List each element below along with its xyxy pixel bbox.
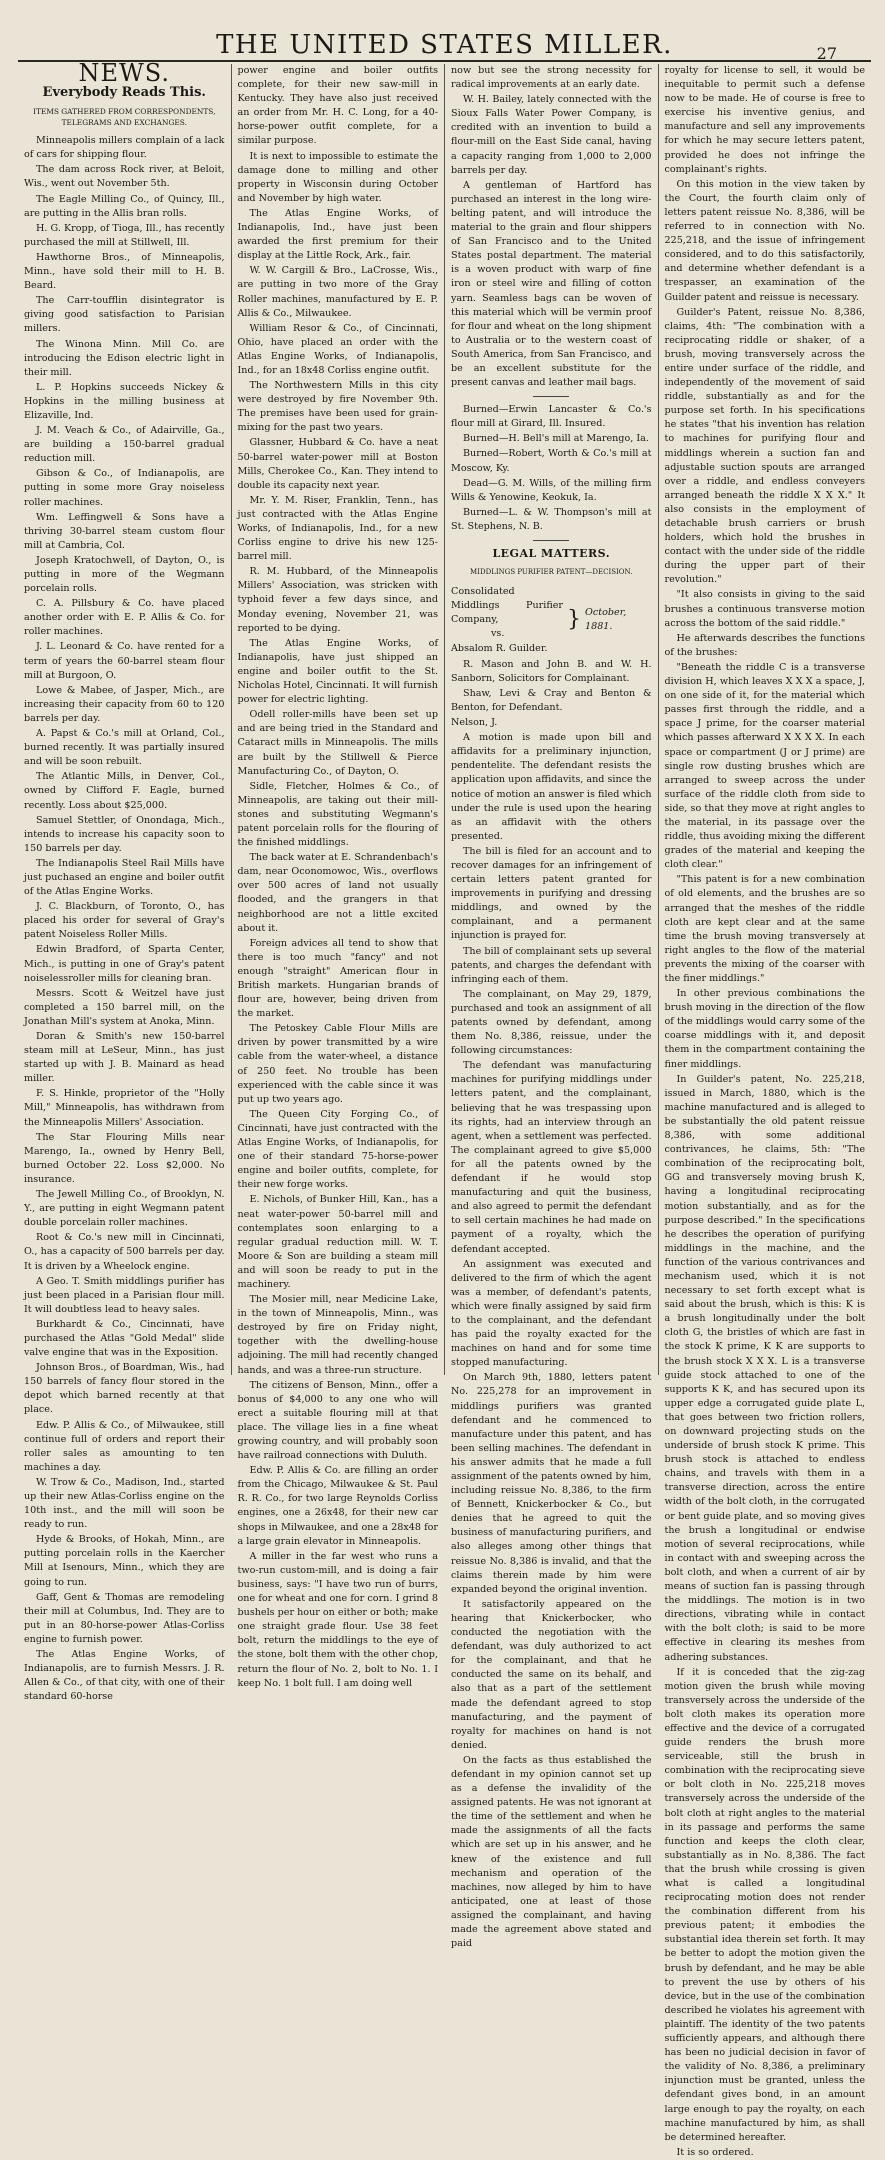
news-item: Wm. Leffingwell & Sons have a thriving 30-barrel steam custom flour mill at Cambria, Col. bbox=[24, 511, 225, 551]
separator-rule bbox=[533, 396, 569, 397]
news-item: The Jewell Milling Co., of Brooklyn, N. Y., are putting in eight Wegmann patent double porcelain roller machines. bbox=[24, 1189, 225, 1229]
case-defendant: Absalom R. Guilder. bbox=[451, 642, 548, 654]
legal-text: On March 9th, 1880, letters patent No. 225,278 for an improvement in middlings purifiers was granted defendant and he commenced to manufacture under this patent, and has been selling machines. The defendant in his answer admits that he made a full assignment of the patents owned by him, including reissue No. 8,386, to the firm of Bennett, Knickerbocker & Co., but denies that he agreed to quit the business of manufacturing purifiers, and also alleges among other things that reissue No. 8,386 is invalid, and that the claims therein made by him were expanded beyond the original invention. bbox=[451, 1372, 652, 1595]
masthead bbox=[18, 0, 871, 62]
news-item: W. Trow & Co., Madison, Ind., started up their new Atlas-Corliss engine on the 10th inst., and the mill will soon be ready to run. bbox=[24, 1476, 225, 1531]
news-item: The Carr-toufflin disintegrator is giving good satisfaction to Parisian millers. bbox=[24, 295, 225, 335]
news-item: The citizens of Benson, Minn., offer a bonus of $4,000 to any one who will erect a suitable flouring mill at that place. The village lies in a fine wheat growing country, and will probably soon have railroad connections with Duluth. bbox=[237, 1379, 438, 1462]
news-item: The Mosier mill, near Medicine Lake, in the town of Minneapolis, Minn., was destroyed by fire on Friday night, together with the dwelling-house adjoining. The mill had recently changed hands, and was a three-run structure. bbox=[237, 1294, 438, 1376]
legal-text: It is so ordered. bbox=[676, 2146, 754, 2158]
news-item: Gibson & Co., of Indianapolis, are putting in some more Gray noiseless roller machines. bbox=[24, 468, 225, 508]
legal-text: "Beneath the riddle C is a transverse division H, which leaves X X X a space, J, on one side of it, for the material which passes first through the riddle, and a space J prime, for the coarser material which passes afterward X X X X. In each space or compartment (J or J prime) are single row dusting brushes which are arranged to sweep across the under surface of the riddle cloth from side to side, so that they move at right angles to the material, in its passage over the riddle, thus avoiding mixing the different grades of the material and keeping the cloth clear." bbox=[664, 661, 865, 871]
legal-text: In other previous combinations the brush moving in the direction of the flow of the middlings would carry some of the coarse middlings with it, and deposit them in the compartment containing the finer middlings. bbox=[664, 988, 865, 1070]
news-item: Lowe & Mabee, of Jasper, Mich., are increasing their capacity from 60 to 120 barrels per day. bbox=[24, 684, 225, 724]
news-item: The Petoskey Cable Flour Mills are driven by power transmitted by a wire cable from the water-wheel, a distance of 250 feet. No trouble has been experienced with the cable since it was put up two years ago. bbox=[237, 1023, 438, 1105]
news-item: The Atlantic Mills, in Denver, Col., owned by Clifford F. Eagle, burned recently. Loss about $25,000. bbox=[24, 771, 225, 811]
legal-text: R. Mason and John B. and W. H. Sanborn, Solicitors for Complainant. bbox=[451, 658, 652, 684]
news-item: A. Papst & Co.'s mill at Orland, Col., burned recently. It was partially insured and will be soon rebuilt. bbox=[24, 728, 225, 768]
news-item: Burned—L. & W. Thompson's mill at St. Stephens, N. B. bbox=[451, 506, 652, 532]
columns bbox=[18, 59, 871, 2158]
news-item: Glassner, Hubbard & Co. have a neat 50-barrel water-power mill at Boston Mills, Cherokee Co., Kan. They intend to double its capacity next year. bbox=[237, 437, 438, 491]
legal-text: A motion is made upon bill and affidavits for a preliminary injunction, pendentelite. The defendant resists the application upon affidavits, and since the notice of motion an answer is filed which under the rule is used upon the hearing as an affidavit with the others presented. bbox=[451, 732, 652, 842]
case-date: October, 1881. bbox=[585, 607, 627, 633]
case-parties bbox=[451, 585, 563, 655]
legal-text: The defendant was manufacturing machines for purifying middlings under letters patent, and the complainant, believing that he was trespassing upon its rights, had an interview through an agent, when a settlement was perfected. The complainant agreed to give $5,000 for all the patents owned by the defendant if he would stop manufacturing and quit the business, and also agreed to permit the defendant to sell certain machines he had made on payment of a royalty, which the defendant accepted. bbox=[451, 1060, 652, 1255]
news-item: E. Nichols, of Bunker Hill, Kan., has a neat water-power 50-barrel mill and contemplates soon enlarging to a regular gradual reduction mill. W. T. Moore & Son are building a steam mill and will soon be ready to put in the machinery. bbox=[237, 1194, 438, 1290]
legal-text: "It also consists in giving to the said brushes a continuous transverse motion across the bottom of the said riddle." bbox=[664, 589, 865, 629]
news-item: The Northwestern Mills in this city were destroyed by fire November 9th. The premises have been used for grain-mixing for the past two years. bbox=[237, 380, 438, 434]
separator-rule bbox=[533, 540, 569, 541]
brace-glyph: } bbox=[567, 607, 581, 633]
legal-text: An assignment was executed and delivered to the firm of which the agent was a member, of defendant's patents, which were finally assigned by said firm to the complainant, and the defendant has paid the royalty exacted for the machines on hand and for some time stopped manufacturing. bbox=[451, 1258, 652, 1369]
news-item: The Eagle Milling Co., of Quincy, Ill., are putting in the Allis bran rolls. bbox=[24, 193, 225, 219]
news-subheading: Everybody Reads This. bbox=[42, 85, 206, 101]
news-item: C. A. Pillsbury & Co. have placed another order with E. P. Allis & Co. for roller machines. bbox=[24, 598, 225, 638]
news-item: The Winona Minn. Mill Co. are introducing the Edison electric light in their mill. bbox=[24, 338, 225, 378]
news-item: Doran & Smith's new 150-barrel steam mill at LeSeur, Minn., has just started up with J. B. Mainard as head miller. bbox=[24, 1031, 225, 1085]
news-item: Hyde & Brooks, of Hokah, Minn., are putting porcelain rolls in the Kaercher Mill at Isenours, Minn., which they are going to run. bbox=[24, 1534, 225, 1588]
legal-text: royalty for license to sell, it would be inequitable to permit such a defense now to be made. He of course is free to exercise his inventive genius, and manufacture and sell any improvements for which he may secure letters patent, provided he does not infringe the complainant's rights. bbox=[664, 65, 865, 175]
news-item: Root & Co.'s new mill in Cincinnati, O., has a capacity of 500 barrels per day. It is driven by a Wheelock engine. bbox=[24, 1232, 225, 1272]
news-item: A miller in the far west who runs a two-run custom-mill, and is doing a fair business, says: "I have two run of burrs, one for wheat and one for corn. I grind 8 bushels per hour on either or both; make one straight grade flour. Use 38 feet bolt, return the middlings to the eye of the stone, bolt them with the other chop, return the flour of No. 2, bolt to No. 1. I keep No. 1 bolt full. I am doing well bbox=[237, 1550, 438, 1689]
column-1 bbox=[18, 59, 231, 1703]
news-item: J. C. Blackburn, of Toronto, O., has placed his order for several of Gray's patent Noiseless Roller Mills. bbox=[24, 901, 225, 941]
legal-text: "This patent is for a new combination of old elements, and the brushes are so arranged that the meshes of the riddle cloth are kept clear and at the same time the brush moving transversely at right angles to the flow of the material prevents the mixing of the coarser with the finer middlings." bbox=[664, 874, 865, 984]
news-item: now but see the strong necessity for radical improvements at an early date. bbox=[451, 65, 652, 91]
news-item: Foreign advices all tend to show that there is too much "fancy" and not enough "straight" American flour in British markets. Hungarian brands of flour are, however, being driven from the market. bbox=[237, 937, 438, 1020]
legal-text: The bill of complainant sets up several patents, and charges the defendant with infringing each of them. bbox=[451, 945, 652, 985]
news-item: The Indianapolis Steel Rail Mills have just puchased an engine and boiler outfit of the Atlas Engine Works. bbox=[24, 857, 225, 898]
legal-text: It satisfactorily appeared on the hearing that Knickerbocker, who conducted the negotiation with the defendant, was duly authorized to act for the complainant, and that he conducted the same on its behalf, and also that as a part of the settlement made the defendant agreed to stop manufacturing, and the payment of royalty for machines on hand is not denied. bbox=[451, 1598, 652, 1751]
legal-text: The complainant, on May 29, 1879, purchased and took an assignment of all patents owned by defendant, among them No. 8,386, reissue, under the following circumstances: bbox=[451, 988, 652, 1057]
news-item: Edw. P. Allis & Co. are filling an order from the Chicago, Milwaukee & St. Paul R. R. Co., for two large Reynolds Corliss engines, one a 26x48, for their new car shops in Milwaukee, and one a 28x48 for a large grain elevator in Minneapolis. bbox=[237, 1465, 438, 1547]
news-item: Mr. Y. M. Riser, Franklin, Tenn., has just contracted with the Atlas Engine Works, of Indianapolis, Ind., for a new Corliss engine to drive his new 125-barrel mill. bbox=[237, 494, 438, 563]
news-item: J. L. Leonard & Co. have rented for a term of years the 60-barrel steam flour mill at Burgoon, O. bbox=[24, 641, 225, 681]
news-item: Gaff, Gent & Thomas are remodeling their mill at Columbus, Ind. They are to put in an 80-horse-power Atlas-Corliss engine to furnish power. bbox=[24, 1591, 225, 1645]
news-item: The Atlas Engine Works, of Indianapolis, have just shipped an engine and boiler outfit to the St. Nicholas Hotel, Cincinnati. It will furnish power for electric lighting. bbox=[237, 637, 438, 706]
news-item: Edw. P. Allis & Co., of Milwaukee, still continue full of orders and report their roller sales as amounting to ten machines a day. bbox=[24, 1419, 225, 1473]
news-item: The dam across Rock river, at Beloit, Wis., went out November 5th. bbox=[24, 164, 225, 190]
legal-text: Shaw, Levi & Cray and Benton & Benton, for Defendant. bbox=[451, 687, 652, 713]
news-item: Dead—G. M. Wills, of the milling firm Wills & Yenowine, Keokuk, Ia. bbox=[451, 477, 652, 503]
legal-text: In Guilder's patent, No. 225,218, issued in March, 1880, which is the machine manufactured and is alleged to be substantially the old patent reissue 8,386, with some additional contrivances, he claims, 5th: "The combination of the reciprocating bolt, GG and transversely moving brush K, having a longitudinal reciprocating motion substantially, and as for the purpose described." In the specifications he describes the operation of purifying middlings in the machine, and the function of the various contrivances and mechanism used, which it is not necessary to set forth except what is said about the brush, which is this: K is a brush longitudinally under the bolt cloth G, the bristles of which are fast in the stock K prime, K K are supports to the brush stock X X X. L is a transverse guide stock attached to one of the supports K K, and has secured upon its upper edge a corrugated guide plate L, that goes between two friction rollers, on downward projecting studs on the underside of brush stock K prime. This brush stock is attached to endless chains, and travels with them in a transverse direction, across the entire width of the bolt cloth, in the corrugated or bent guide plate, and so moving gives the brush a longitudinal or endwise motion of several reciprocations, while in contact with and sweeping across the bolt cloth, and when a current of air by means of suction fan is passing through the middlings. The motion is in two directions, vibrating while in contact with the bolt cloth; is said to be more effective in clearing its meshes from adhering substances. bbox=[664, 1073, 865, 1663]
news-item: A gentleman of Hartford has purchased an interest in the long wire-belting patent, and will introduce the material to the grain and flour shippers of San Francisco and to the United States postal department. The material is a woven product with warp of fine iron or steel wire and filling of cotton yarn. Seamless bags can be woven of this material which will be vermin proof for flour and wheat on the long shipment to Australia or to the western coast of South America, from San Francisco, and be an excellent substitute for the present canvas and leather mail bags. bbox=[451, 179, 652, 389]
legal-text: If it is conceded that the zig-zag motion given the brush while moving transversely across the underside of the bolt cloth makes its operation more effective and the device of a corrugated guide renders the brush more serviceable, still the brush in combination with the reciprocating sieve or bolt cloth in No. 225,218 moves transversely across the underside of the bolt cloth at right angles to the material in its passage and performs the same function and keeps the cloth clear, substantially as in No. 8,386. The fact that the brush while crossing is given what is called a longitudinal reciprocating motion does not render the combination different from his previous patent; it embodies the substantial idea therein set forth. It may be better to adopt the motion given the brush by defendant, and he may be able to prevent the use by others of his device, but in the use of the combination described he violates his agreement with plaintiff. The identity of the two patents sufficiently appears, and although there has been no judicial decision in favor of the validity of No. 8,386, a preliminary injunction must be granted, unless the defendant gives bond, in an amount large enough to pay the royalty, on each machine manufactured by him, as shall be determined hereafter. bbox=[664, 1666, 865, 2143]
news-item: power engine and boiler outfits complete, for their new saw-mill in Kentucky. They have also just received an order from Mr. H. C. Long, for a 40-horse-power outfit complete, for a similar purpose. bbox=[237, 65, 438, 147]
news-item: Burned—H. Bell's mill at Marengo, Ia. bbox=[463, 433, 649, 445]
news-item: F. S. Hinkle, proprietor of the "Holly Mill," Minneapolis, has withdrawn from the Minneapolis Millers' Association. bbox=[24, 1088, 225, 1128]
case-caption bbox=[451, 585, 652, 655]
news-item: R. M. Hubbard, of the Minneapolis Millers' Association, was stricken with typhoid fever a few days since, and Monday evening, November 21, was reported to be dying. bbox=[237, 566, 438, 634]
legal-text: He afterwards describes the functions of the brushes: bbox=[664, 632, 865, 658]
legal-matters-subheading: MIDDLINGS PURIFIER PATENT—DECISION. bbox=[470, 568, 633, 577]
news-item: Burkhardt & Co., Cincinnati, have purchased the Atlas "Gold Medal" slide valve engine that was in the Exposition. bbox=[24, 1318, 225, 1359]
news-heading: NEWS. bbox=[78, 59, 170, 87]
news-item: H. G. Kropp, of Tioga, Ill., has recently purchased the mill at Stillwell, Ill. bbox=[24, 222, 225, 248]
items-gathered-line: ITEMS GATHERED FROM CORRESPONDENTS, TELEGRAMS AND EXCHANGES. bbox=[33, 107, 216, 128]
legal-text: Nelson, J. bbox=[451, 717, 498, 729]
news-item: Joseph Kratochwell, of Dayton, O., is putting in more of the Wegmann porcelain rolls. bbox=[24, 554, 225, 595]
case-versus: vs. bbox=[491, 628, 505, 640]
news-item: L. P. Hopkins succeeds Nickey & Hopkins in the milling business at Elizaville, Ind. bbox=[24, 381, 225, 421]
news-item: The Atlas Engine Works, of Indianapolis, are to furnish Messrs. J. R. Allen & Co., of that city, with one of their standard 60-horse bbox=[24, 1649, 225, 1703]
news-item: The Queen City Forging Co., of Cincinnati, have just contracted with the Atlas Engine Works, of Indianapolis, for one of their standard 75-horse-power engine and boiler outfits, complete, for their new forge works. bbox=[237, 1108, 438, 1191]
page-number: 27 bbox=[816, 44, 837, 63]
news-item: W. W. Cargill & Bro., LaCrosse, Wis., are putting in two more of the Gray Roller machines, manufactured by E. P. Allis & Co., Milwaukee. bbox=[237, 265, 438, 319]
news-item: William Resor & Co., of Cincinnati, Ohio, have placed an order with the Atlas Engine Works, of Indianapolis, Ind., for an 18x48 Corliss engine outfit. bbox=[237, 322, 438, 376]
news-item: Hawthorne Bros., of Minneapolis, Minn., have sold their mill to H. B. Beard. bbox=[24, 251, 225, 292]
masthead-title: THE UNITED STATES MILLER. bbox=[216, 30, 673, 60]
news-item: W. H. Bailey, lately connected with the Sioux Falls Water Power Company, is credited with an invention to build a flour-mill on the East Side canal, having a capacity ranging from 1,000 to 2,000 barrels per day. bbox=[451, 94, 652, 176]
news-item: It is next to impossible to estimate the damage done to milling and other property in Wisconsin during October and November by high water. bbox=[237, 150, 438, 204]
news-item: Johnson Bros., of Boardman, Wis., had 150 barrels of fancy flour stored in the depot which barned recently at that place. bbox=[24, 1362, 225, 1416]
news-item: A Geo. T. Smith middlings purifier has just been placed in a Parisian flour mill. It will doubtless lead to heavy sales. bbox=[24, 1275, 225, 1315]
column-2 bbox=[231, 64, 445, 1689]
news-item: Burned—Erwin Lancaster & Co.'s flour mill at Girard, Ill. Insured. bbox=[451, 404, 652, 430]
news-item: Samuel Stettler, of Onondaga, Mich., intends to increase his capacity soon to 150 barrels per day. bbox=[24, 814, 225, 854]
news-item: The Atlas Engine Works, of Indianapolis, Ind., have just been awarded the first premium for their display at the Little Rock, Ark., fair. bbox=[237, 207, 438, 262]
legal-text: Guilder's Patent, reissue No. 8,386, claims, 4th: "The combination with a reciprocating riddle or shaker, of a brush, moving transversely across the entire under surface of the riddle, and independently of the movement of said riddle, substantially as and for the purpose set forth. In his specifications he states "that his invention has relation to machines for purifying flour and middlings wherein a suction fan and adjustable suction spouts are arranged over a riddle, and endless conveyers arranged beneath the riddle X X X." It also consists in the employment of detachable brush carriers or brush holders, which hold the brushes in contact with the under side of the riddle during the upper part of their revolution." bbox=[664, 306, 865, 586]
news-item: Minneapolis millers complain of a lack of cars for shipping flour. bbox=[24, 135, 225, 161]
news-item: J. M. Veach & Co., of Adairville, Ga., are building a 150-barrel gradual reduction mill. bbox=[24, 425, 225, 465]
legal-text: The bill is filed for an account and to recover damages for an infringement of certain letters patent granted for improvements in purifying and dressing middlings, and owned by the complainant, and a permanent injunction is prayed for. bbox=[451, 845, 652, 942]
news-item: Sidle, Fletcher, Holmes & Co., of Minneapolis, are taking out their mill-stones and substituting Wegmann's patent porcelain rolls for the flouring of the finished middlings. bbox=[237, 780, 438, 849]
news-item: The Star Flouring Mills near Marengo, Ia., owned by Henry Bell, burned October 22. Loss $2,000. No insurance. bbox=[24, 1131, 225, 1185]
news-item: Burned—Robert, Worth & Co.'s mill at Moscow, Ky. bbox=[451, 448, 652, 474]
news-item: Messrs. Scott & Weitzel have just completed a 150 barrel mill, on the Jonathan Mill's system at Anoka, Minn. bbox=[24, 987, 225, 1027]
news-item: Odell roller-mills have been set up and are being tried in the Standard and Cataract mills in Minneapolis. The mills are built by the Stillwell & Pierce Manufacturing Co., of Dayton, O. bbox=[237, 709, 438, 777]
news-item: Edwin Bradford, of Sparta Center, Mich., is putting in one of Gray's patent noiselessroller mills for cleaning bran. bbox=[24, 944, 225, 984]
legal-matters-heading: LEGAL MATTERS. bbox=[492, 547, 611, 560]
legal-text: On the facts as thus established the defendant in my opinion cannot set up as a defense the invalidity of the assigned patents. He was not ignorant at the time of the settlement and when he made the assignments of all the facts which are set up in his answer, and he knew of the existence and full mechanism and operation of the machines, now alleged by him to have anticipated, one at least of those assigned the complainant, and having made the agreement above stated and paid bbox=[451, 1754, 652, 1950]
news-item: The back water at E. Schrandenbach's dam, near Oconomowoc, Wis., overflows over 500 acres of land not usually flooded, and the grangers in that neighborhood are not a little excited about it. bbox=[237, 852, 438, 934]
case-complainant: Consolidated Middlings Purifier Company, bbox=[451, 586, 563, 626]
column-3 bbox=[444, 64, 658, 1950]
column-4 bbox=[658, 64, 872, 2158]
legal-text: On this motion in the view taken by the Court, the fourth claim only of letters patent reissue No. 8,386, will be referred to in connection with No. 225,218, and the issue of infringement considered, and to do this satisfactorily, and determine whether defendant is a trespasser, an examination of the Guilder patent and reissue is necessary. bbox=[664, 178, 865, 303]
